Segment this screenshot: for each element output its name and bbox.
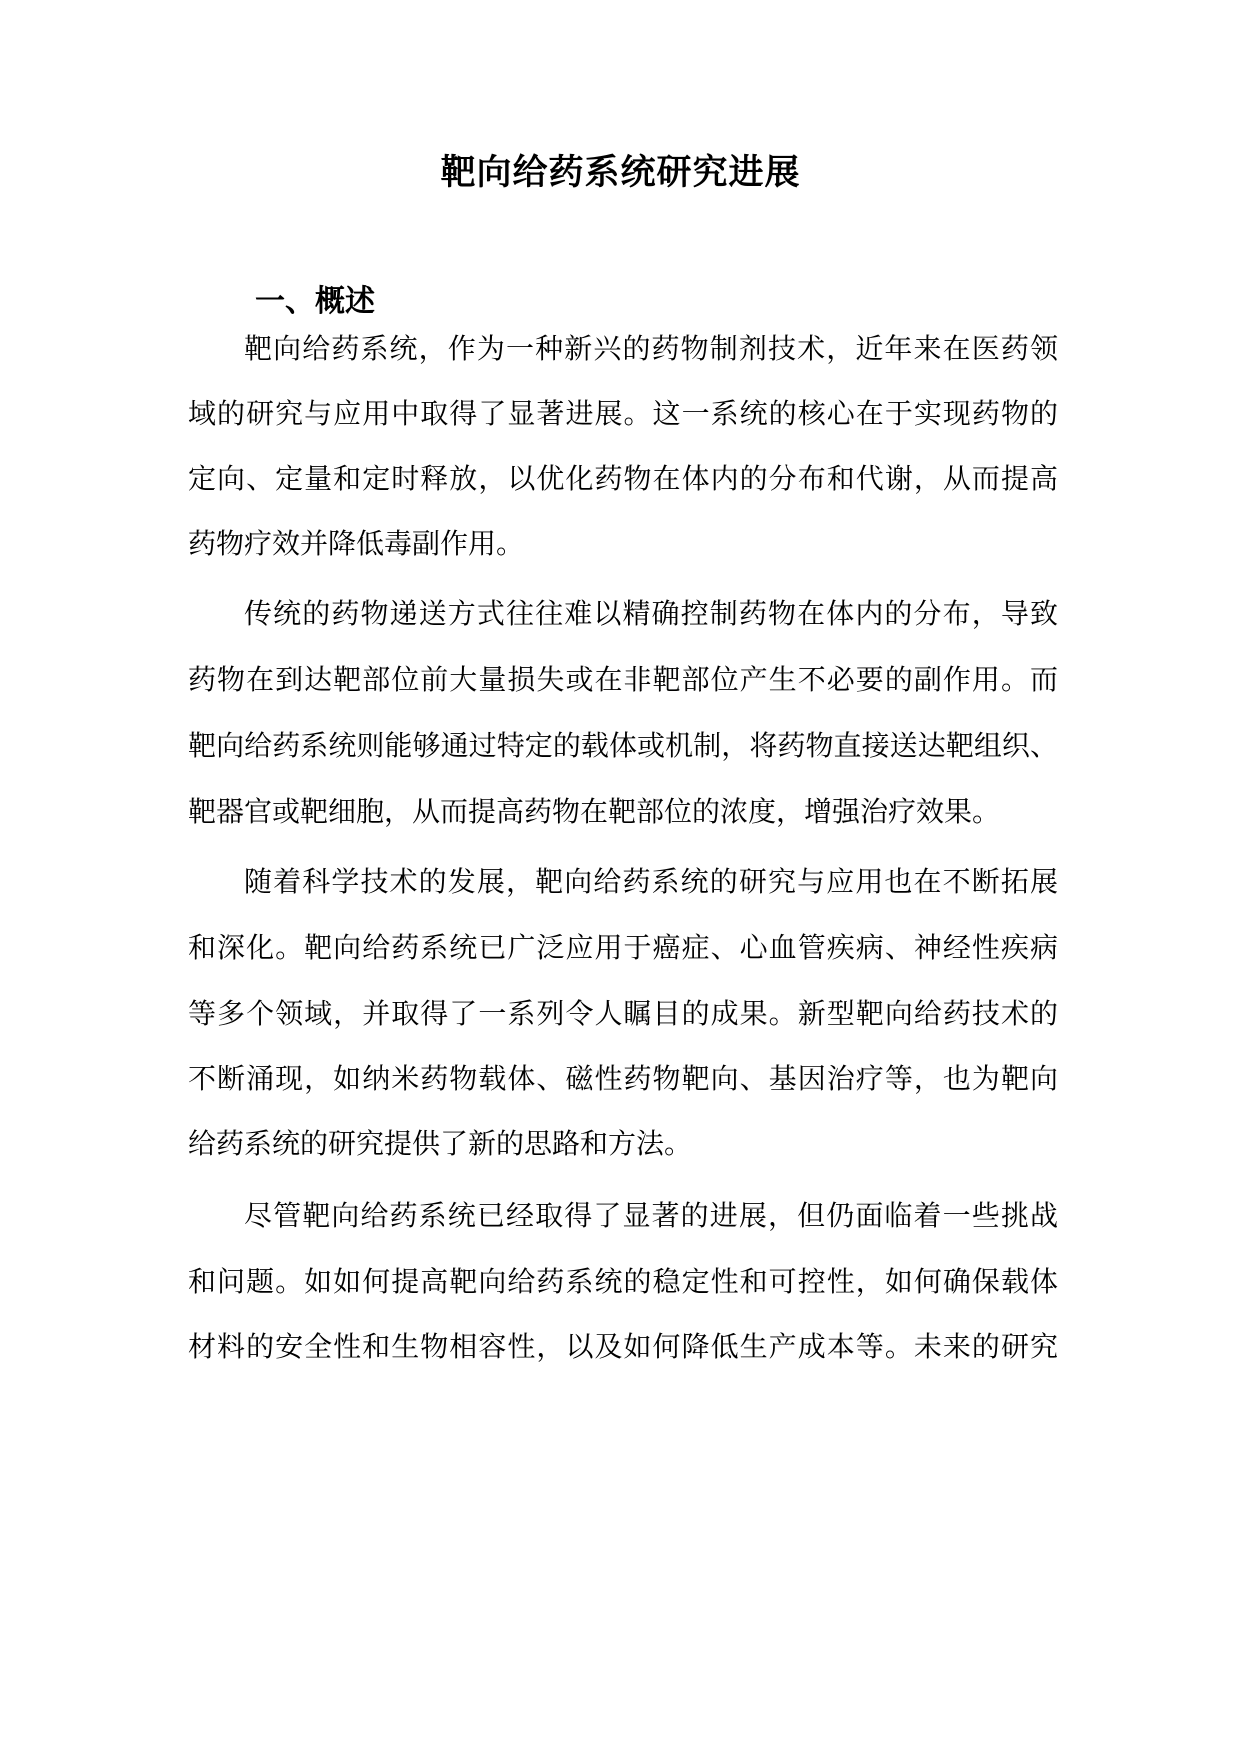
paragraph-line: 域的研究与应用中取得了显著进展。这一系统的核心在于实现药物的 (188, 397, 1058, 430)
paragraph-line: 尽管靶向给药系统已经取得了显著的进展，但仍面临着一些挑战 (244, 1199, 1058, 1232)
paragraph-line: 不断涌现，如纳米药物载体、磁性药物靶向、基因治疗等，也为靶向 (188, 1062, 1058, 1095)
paragraph-line: 定向、定量和定时释放，以优化药物在体内的分布和代谢，从而提高 (188, 462, 1058, 495)
paragraph-line: 随着科学技术的发展，靶向给药系统的研究与应用也在不断拓展 (244, 865, 1058, 898)
paragraph-line: 靶器官或靶细胞，从而提高药物在靶部位的浓度，增强治疗效果。 (188, 795, 1001, 828)
paragraph-line: 靶向给药系统则能够通过特定的载体或机制，将药物直接送达靶组织、 (188, 729, 1058, 762)
section-heading: 一、概述 (255, 284, 375, 319)
paragraph-line: 药物疗效并降低毒副作用。 (188, 527, 525, 560)
paragraph-line: 和深化。靶向给药系统已广泛应用于癌症、心血管疾病、神经性疾病 (188, 931, 1058, 964)
paragraph-line: 传统的药物递送方式往往难以精确控制药物在体内的分布，导致 (244, 597, 1058, 630)
paragraph-line: 和问题。如如何提高靶向给药系统的稳定性和可控性，如何确保载体 (188, 1265, 1058, 1298)
document-title: 靶向给药系统研究进展 (440, 152, 801, 193)
paragraph-line: 给药系统的研究提供了新的思路和方法。 (188, 1127, 693, 1160)
paragraph-line: 等多个领域，并取得了一系列令人瞩目的成果。新型靶向给药技术的 (188, 997, 1058, 1030)
paragraph-line: 靶向给药系统，作为一种新兴的药物制剂技术，近年来在医药领 (244, 332, 1058, 365)
paragraph-line: 材料的安全性和生物相容性，以及如何降低生产成本等。未来的研究 (188, 1330, 1058, 1363)
paragraph-line: 药物在到达靶部位前大量损失或在非靶部位产生不必要的副作用。而 (188, 663, 1058, 696)
